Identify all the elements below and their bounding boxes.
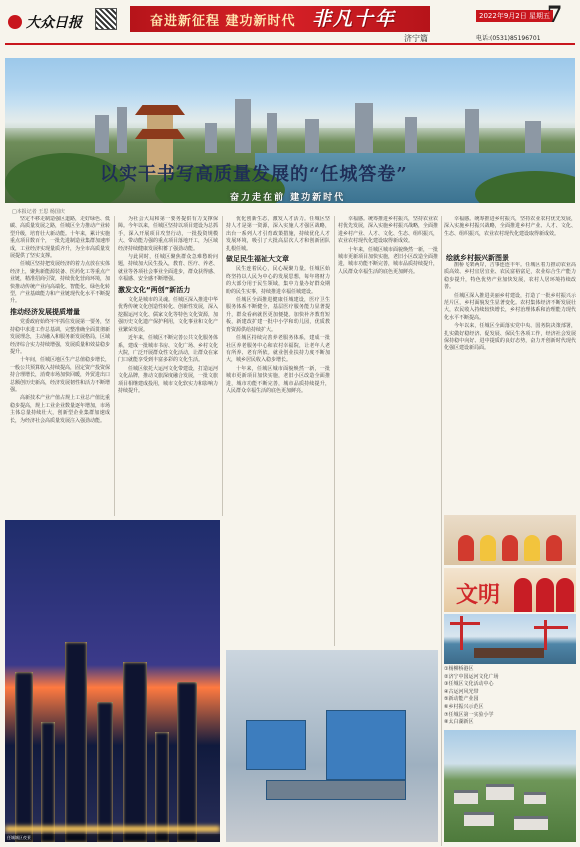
- column-divider: [114, 216, 115, 516]
- section-heading: 推动经济发展提质增量: [10, 307, 80, 316]
- building: [355, 103, 373, 153]
- paragraph: 为社会大局和第一要务提供有力支撑保障。今年以来，任城区坚持以项目建设为总抓手，深入开展项目攻坚行动，一批投资规模大、带动能力强的重点项目落地开工，为区域经济持续健康发展积蓄了强劲动能。: [118, 216, 218, 252]
- paragraph: 十年来，任城区城市面貌焕然一新，一批城市更新项目加快实施，老旧小区改造全面推进，城市功能不断完善，城市品质持续提升，人民群众幸福生活的底色更加鲜亮。: [226, 365, 330, 394]
- paragraph: 党委政府始终牢牢抓住发展第一要务，坚持稳中求进工作总基调，完整准确全面贯彻新发展理念，主动融入和服务新发展格局，区域经济综合实力持续增强，发展质量和效益稳步提升。: [10, 319, 110, 355]
- article-column-4: [338, 216, 438, 646]
- article-column-2: [118, 216, 218, 516]
- caption-item: ②济宁中国运河文化广场: [444, 673, 499, 680]
- caption-item: ⑤新动能产业园: [444, 696, 479, 703]
- caption-item: ⑥乡村振兴示范区: [444, 703, 484, 710]
- caption-item: ④古运河风光带: [444, 688, 479, 695]
- building: [205, 123, 217, 153]
- paragraph: 任城区坚持把发展经济的着力点放在实体经济上，聚焦新能源装备、医药化工等重点产业链，精准招商引资，持续优化营商环境，加快推动传统产业向高端化、智能化、绿色化转型，产业基础能力和产业链现代化水平不断提升。: [10, 261, 110, 305]
- column-divider: [441, 216, 442, 846]
- paragraph: 民生连着民心，民心凝聚力量。任城区始终坚持以人民为中心的发展思想，每年将财力的大部分用于民生领域，集中力量办好群众期盼的民生实事，持续推进幸福任城建设。: [226, 266, 330, 295]
- article-column-5: [444, 262, 576, 512]
- photo-caption-list: [444, 666, 576, 727]
- banner-feature-title: 非凡十年: [312, 8, 397, 30]
- paragraph: 优化创新生态，激发人才活力。任城区坚持人才是第一资源，深入实施人才强区战略，出台一系列人才引育政策措施，持续优化人才发展环境，吸引了大批高层次人才和创新团队扎根任城。: [226, 216, 330, 252]
- paragraph: 近年来，任城区不断完善公共文化服务体系，建成一批城市书房、文化广场、乡村文化大院，广泛开展群众性文化活动，让群众在家门口就能享受到丰富多彩的文化生活。: [118, 335, 218, 364]
- masthead-divider: [5, 43, 575, 45]
- building: [117, 107, 127, 153]
- headline: 以实干书写高质量发展的“任城答卷”: [100, 164, 408, 185]
- photo-night-city: [5, 520, 220, 842]
- qr-code: [95, 8, 117, 31]
- article-column-1: [10, 216, 110, 516]
- paragraph: 今年以来，任城区全面落实党中央、国务院决策部署，扎实做好稳经济、促发展、保民生各项工作，经济社会发展保持稳中向好、进中提质的良好态势，奋力开创新时代现代化强区建设新局面。: [444, 323, 576, 352]
- paragraph: 任城区依托大运河文化带建设，打造运河文化品牌，推动文旅深度融合发展，一批文旅项目相继建成投用，城市文化软实力和影响力持续提升。: [118, 365, 218, 394]
- hero-subtitle: 奋力走在前 建功新时代: [230, 193, 346, 203]
- caption-item: ⑦任城区第一实验小学: [444, 711, 494, 718]
- building: [305, 119, 319, 153]
- section-heading: 绘就乡村振兴新图景: [446, 254, 509, 262]
- civilization-sign: 文明: [456, 582, 501, 608]
- paragraph: 坚定不移走制造强区道路，走好绿色、低碳、高质量发展之路，任城区全力推动产业转型升级，培育壮大新动能。十年来，累计实施重点项目数百个，一批先进制造业集群加速形成，工业经济实现量质齐升，为全市高质量发展提供了坚实支撑。: [10, 216, 110, 260]
- photo-civilization-volunteers: [444, 568, 576, 612]
- paragraph: 幸福感。统筹推进乡村振兴，坚持农业农村优先发展，深入实施乡村振兴战略，全面推进乡村产业、人才、文化、生态、组织振兴，农业农村现代化建设取得新成效。: [444, 216, 576, 237]
- photo-industry: [226, 650, 438, 842]
- paragraph: 与此同时，任城区聚焦群众急难愁盼问题，持续加大民生投入，教育、医疗、养老、就业等各项社会事业全面进步，群众获得感、幸福感、安全感不断增强。: [118, 254, 218, 283]
- paragraph: 任城区持续完善养老服务体系，建成一批社区养老服务中心和农村幸福院，让老年人老有所养、老有所依。就业创业扶持力度不断加大，城乡居民收入稳步增长。: [226, 335, 330, 364]
- article-column-3: [226, 216, 330, 646]
- paragraph: 十年间，任城区地区生产总值稳步增长，一般公共预算收入持续提高，固定资产投资保持合理增长，消费市场加快回暖，外贸进出口总额创历史新高，经济发展韧性和活力不断增强。: [10, 357, 110, 393]
- photo-port: [444, 614, 576, 664]
- banner-slogan: 奋进新征程 建功新时代: [150, 14, 296, 29]
- paragraph: 幸福感。统筹推进乡村振兴，坚持农业农村优先发展，深入实施乡村振兴战略，全面推进乡村产业、人才、文化、生态、组织振兴，农业农村现代化建设取得新成效。: [338, 216, 438, 245]
- building: [405, 117, 417, 153]
- section-heading: 激发文化“两创”新活力: [118, 285, 191, 294]
- masthead: [0, 0, 580, 44]
- column-divider: [334, 216, 335, 646]
- caption-item: ⑧太白湖新区: [444, 719, 474, 726]
- photo-students: [444, 515, 576, 565]
- caption-item: ③任城区文化活动中心: [444, 681, 494, 688]
- paper-logo: [8, 12, 82, 32]
- building: [267, 113, 277, 153]
- paragraph: 十年来，任城区城市面貌焕然一新，一批城市更新项目加快实施，老旧小区改造全面推进，城市功能不断完善，城市品质持续提升，人民群众幸福生活的底色更加鲜亮。: [338, 246, 438, 275]
- phone-number: 电话:(0531)85196701: [476, 35, 541, 42]
- paragraph: 任城区深入推进美丽乡村建设，打造了一批乡村振兴示范片区，乡村面貌发生显著变化。农村集体经济不断发展壮大，农民收入持续较快增长，乡村治理体系和治理能力现代化水平不断提高。: [444, 292, 576, 321]
- paper-name: 大众日报: [26, 15, 82, 31]
- byline: □本报记者 王思 杨国庆: [12, 209, 65, 215]
- building: [235, 99, 251, 153]
- paragraph: 任城区全面推进健康任城建设，医疗卫生服务体系不断健全，基层医疗服务能力显著提升，群众看病就医更加便捷。加快补齐教育短板，新建改扩建一批中小学和幼儿园，优质教育资源供给持续扩大。: [226, 297, 330, 333]
- paragraph: 文化是城市的灵魂。任城区深入推进中华优秀传统文化创造性转化、创新性发展，深入挖掘运河文化、儒家文化等特色文化资源，加强历史文化遗产保护利用，文化事业和文化产业繁荣发展。: [118, 297, 218, 333]
- issue-date: 2022年9月2日 星期五: [476, 10, 553, 22]
- paper-seal-icon: [8, 15, 22, 29]
- article-column-5-intro: [444, 216, 576, 256]
- page-number: 7: [547, 2, 563, 28]
- building: [95, 115, 109, 153]
- photo-caption: 任城城区夜景: [5, 834, 220, 842]
- paragraph: 鹊桥飞架两岸，吉事连连丰年。任城区着力推动农业高质高效、乡村宜居宜业、农民富裕富足，农业综合生产能力稳步提升，特色优势产业加快发展，农村人居环境持续改善。: [444, 262, 576, 291]
- section-heading: 做足民生福祉大文章: [226, 255, 289, 264]
- qr-code-icon: [95, 8, 117, 30]
- city-edition: 济宁篇: [404, 34, 428, 43]
- column-divider: [222, 216, 223, 516]
- building: [465, 109, 479, 153]
- photo-village: [444, 730, 576, 842]
- paragraph: 高新技术产业产值占规上工业总产值比重稳步提高，规上工业企业数量逐年增加，市场主体总量持续壮大，创新型企业集群加速成长，为经济社会高质量发展注入强劲动能。: [10, 395, 110, 424]
- caption-item: ①杨柳桥港区: [444, 666, 474, 672]
- building: [525, 121, 541, 153]
